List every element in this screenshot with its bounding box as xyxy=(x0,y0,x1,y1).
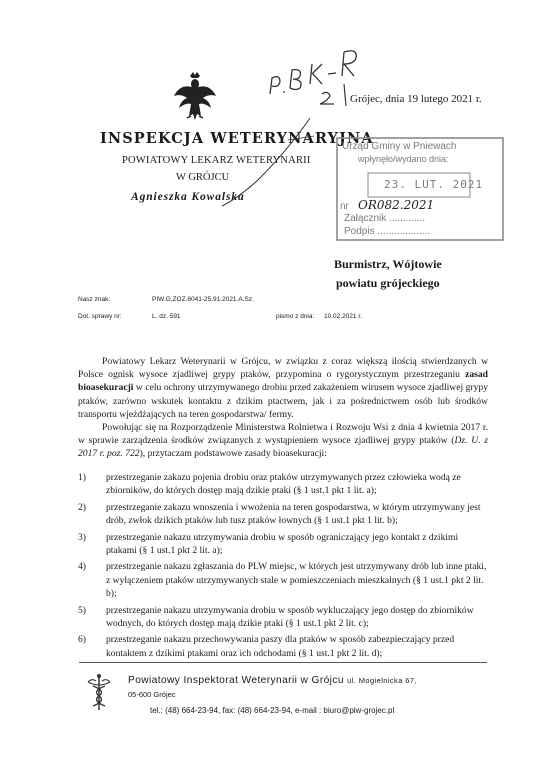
paragraph-1-text-b: w celu ochrony utrzymywanego drobiu przed zakażeniem wirusem wysoce zjadliwej grypy ptaków, zarówno wskutek kontaktu z dzikim ptactwem, jak i za pośrednictwem osób lub środków transportu wjeżdżających na teren gospodarstwa/ fermy. xyxy=(78,382,488,420)
letter-date-label: pismo z dnia: xyxy=(276,313,315,320)
list-item-number: 5) xyxy=(78,604,86,616)
list-item-number: 2) xyxy=(78,501,86,513)
handwritten-annotation xyxy=(262,44,362,114)
list-item-text: przestrzeganie nakazu zgłaszania do PLW miejsc, w których jest utrzymywany drób lub inne ptaki, z wyłączeniem ptaków utrzymywanych stale w pomieszczeniach mieszkalnych (§ 1 ust.1 pkt 2 lit. b); xyxy=(106,561,487,600)
paragraph-1-text-a: Powiatowy Lekarz Weterynarii w Grójcu, w związku z coraz większą ilością stwierdzanych w Polsce ognisk wysoce zjadliwej grypy ptaków, przypomina o rygorystycznym przestrzeganiu xyxy=(78,356,488,381)
stamp-nr-label: nr xyxy=(340,201,349,212)
case-label: Dot. sprawy nr: xyxy=(78,313,122,320)
addressee-line-2: powiatu grójeckiego xyxy=(336,276,440,290)
list-item-text: przestrzeganie nakazu przechowywania paszy dla ptaków w sposób zabezpieczający przed kontaktem z dzikimi ptakami oraz ich odchodami (§ 1 ust.1 pkt 2 lit. d); xyxy=(106,634,455,659)
list-item xyxy=(78,604,488,631)
footer-org-name: Powiatowy Inspektorat Weterynarii w Grójcu xyxy=(128,675,344,686)
paragraph-2-text-b: ), przytaczam podstawowe zasady bioasekuracji: xyxy=(139,448,327,460)
caduceus-logo-icon xyxy=(82,672,116,712)
footer-contact: tel.: (48) 664-23-94, fax: (48) 664-23-94, e-mail : biuro@piw-grojec.pl xyxy=(150,706,395,715)
list-item-text: przestrzeganie nakazu utrzymywania drobiu w sposób ograniczający jego kontakt z dzikimi ptakami (§ 1 ust.1 pkt 2 lit. a); xyxy=(106,531,459,557)
paragraph-2-text-a: Powołując się na Rozporządzenie Ministerstwa Rolnietwa i Rozwoju Wsi z dnia 4 kwietnia 2017 r. w sprawie zarządzenia środków związanych z wystąpieniem wysoce zjadliwej grypy ptaków ( xyxy=(78,422,488,447)
our-ref-label: Nasz znak: xyxy=(78,296,111,303)
paragraph-2-citation: Dz. U. z 2017 r. poz. 722 xyxy=(78,435,488,460)
officer-name: Agnieszka Kowalska xyxy=(131,191,245,203)
list-item xyxy=(78,560,488,600)
stamp-attachment: Załącznik ............. xyxy=(344,213,426,224)
list-item xyxy=(78,633,488,660)
stamp-office: Urząd Gminy w Pniewach xyxy=(342,141,457,152)
list-item-text: przestrzeganie zakazu wnoszenia i wwożenia na teren gospodarstwa, w którym utrzymywany jest drób, zwłok dzikich ptaków lub tusz ptaków łownych (§ 1 ust.1 pkt 1 lit. b); xyxy=(106,501,481,527)
footer-postal: 05-600 Grójec xyxy=(128,690,176,699)
list-item-number: 4) xyxy=(78,561,86,573)
list-item-number: 6) xyxy=(78,634,86,646)
stamp-nr-handwritten: OR082.2021 xyxy=(358,198,435,212)
stamp-signature-label: Podpis ................... xyxy=(344,226,431,237)
letter-date-value: 10.02.2021 r. xyxy=(324,313,362,320)
list-item xyxy=(78,501,488,528)
stamp-date: 23. LUT. 2021 xyxy=(384,178,484,191)
our-ref-value: PIW.G.ZOZ.6041-25.91.2021.A.Sz. xyxy=(152,296,254,303)
letter-body xyxy=(78,355,488,461)
biosecurity-rules-list xyxy=(78,471,488,663)
institution-location: W GRÓJCU xyxy=(176,172,230,183)
list-item-number: 1) xyxy=(78,472,86,483)
footer-street: ul. Mogielnicka 67, xyxy=(347,676,417,685)
paragraph-1-bold: zasad bioasekuracji xyxy=(78,369,488,394)
footer-divider xyxy=(79,662,487,663)
paragraph-1 xyxy=(78,355,488,421)
list-item xyxy=(78,531,488,558)
signature-stroke xyxy=(218,110,318,210)
list-item-text: przestrzeganie zakazu pojenia drobiu oraz ptaków utrzymywanych przez człowieka wodą ze zbiorników, do których dostęp mają dzikie ptaki (§ 1 ust.1 pkt 1 lit. a); xyxy=(106,472,461,497)
addressee-line-1: Burmistrz, Wójtowie xyxy=(334,257,442,271)
polish-eagle-emblem xyxy=(172,70,218,122)
case-value: L. dz. 591 xyxy=(152,313,181,320)
list-item-text: przestrzeganie nakazu utrzymywania drobiu w sposób wykluczający jego dostęp do zbiorników wodnych, do których dostęp mają dzikie ptaki (§ 1 ust.1 pkt 2 lit. c); xyxy=(106,604,474,630)
received-stamp xyxy=(336,137,504,241)
stamp-received-label: wpłynęło/wydano dnia: xyxy=(358,154,449,164)
institution-title: INSPEKCJA WETERYNARYJNA xyxy=(100,130,374,147)
list-item-number: 3) xyxy=(78,531,86,543)
paragraph-2 xyxy=(78,421,488,461)
footer-organization xyxy=(128,675,417,686)
list-item xyxy=(78,471,488,498)
institution-subtitle: POWIATOWY LEKARZ WETERYNARII xyxy=(122,155,311,166)
letter-date: Grójec, dnia 19 lutego 2021 r. xyxy=(350,93,482,105)
